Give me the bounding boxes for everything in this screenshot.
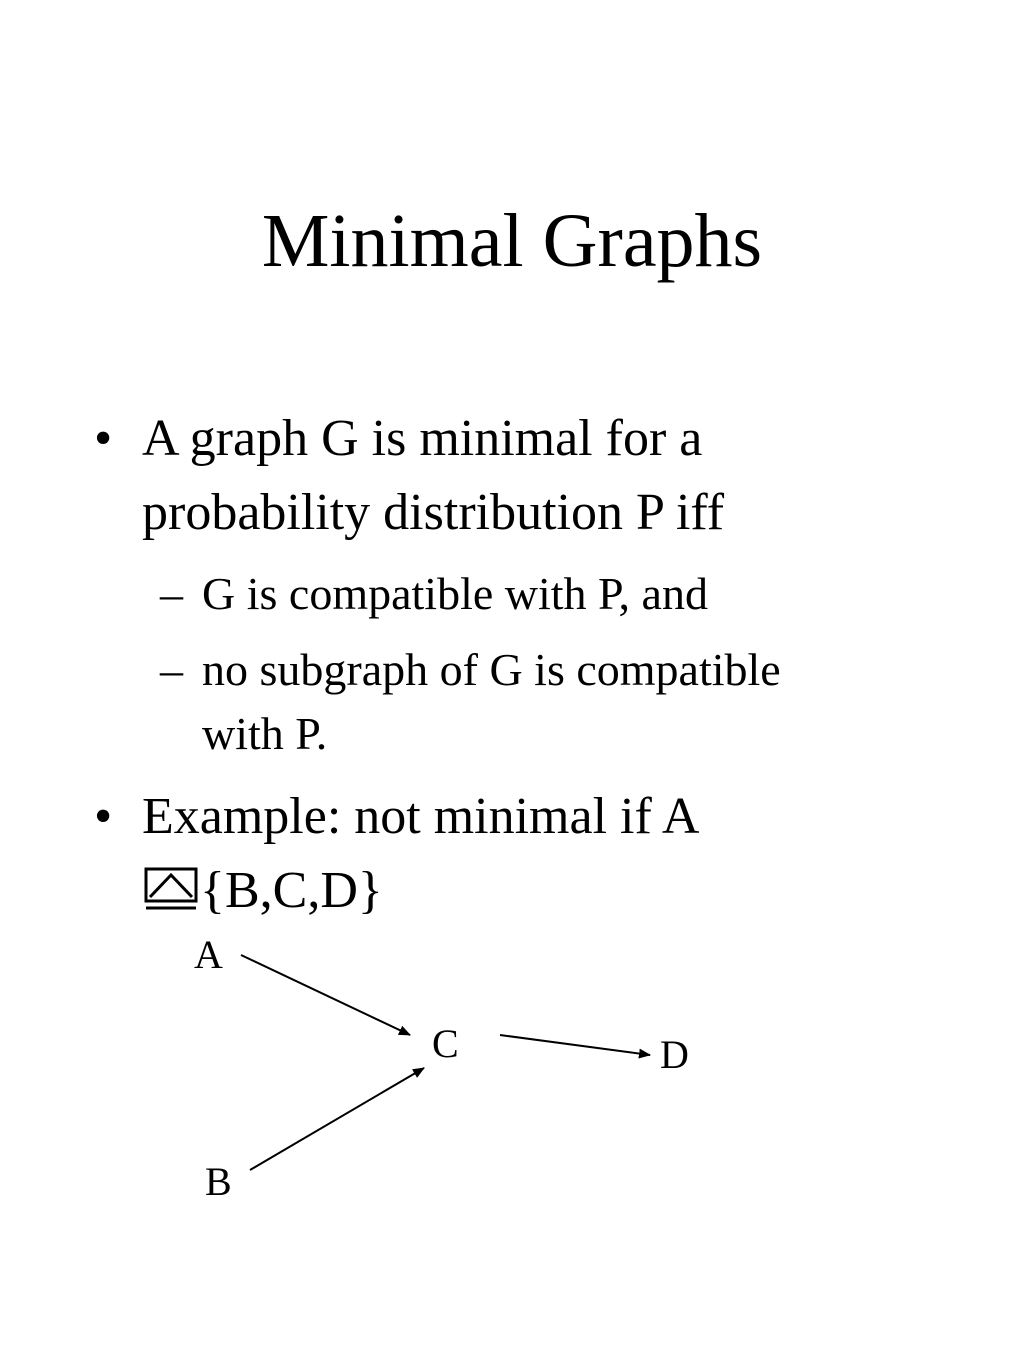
- bullet-1-line-2: probability distribution P iff: [142, 484, 725, 541]
- sub-bullet-1-line-1: G is compatible with P, and: [202, 568, 708, 619]
- node-a-label: A: [194, 932, 223, 977]
- sub-bullet-marker: –: [160, 568, 183, 619]
- bullet-marker: •: [94, 410, 113, 467]
- edge-c-to-d: [500, 1035, 650, 1055]
- edge-a-to-c: [241, 955, 410, 1035]
- bullet-marker: •: [94, 788, 113, 845]
- node-c-label: C: [432, 1021, 459, 1066]
- sub-bullet-marker: –: [160, 644, 183, 695]
- node-b-label: B: [205, 1159, 232, 1204]
- bullet-1-line-1: A graph G is minimal for a: [142, 410, 703, 467]
- bullet-2-set-text: {B,C,D}: [200, 862, 383, 919]
- slide-title: Minimal Graphs: [261, 199, 763, 283]
- bullet-2-line-1: Example: not minimal if A: [142, 788, 700, 845]
- edge-b-to-c: [250, 1068, 424, 1170]
- sub-bullet-2-line-1: no subgraph of G is compatible: [202, 644, 781, 695]
- node-d-label: D: [660, 1032, 689, 1077]
- sub-bullet-2-line-2: with P.: [202, 708, 328, 759]
